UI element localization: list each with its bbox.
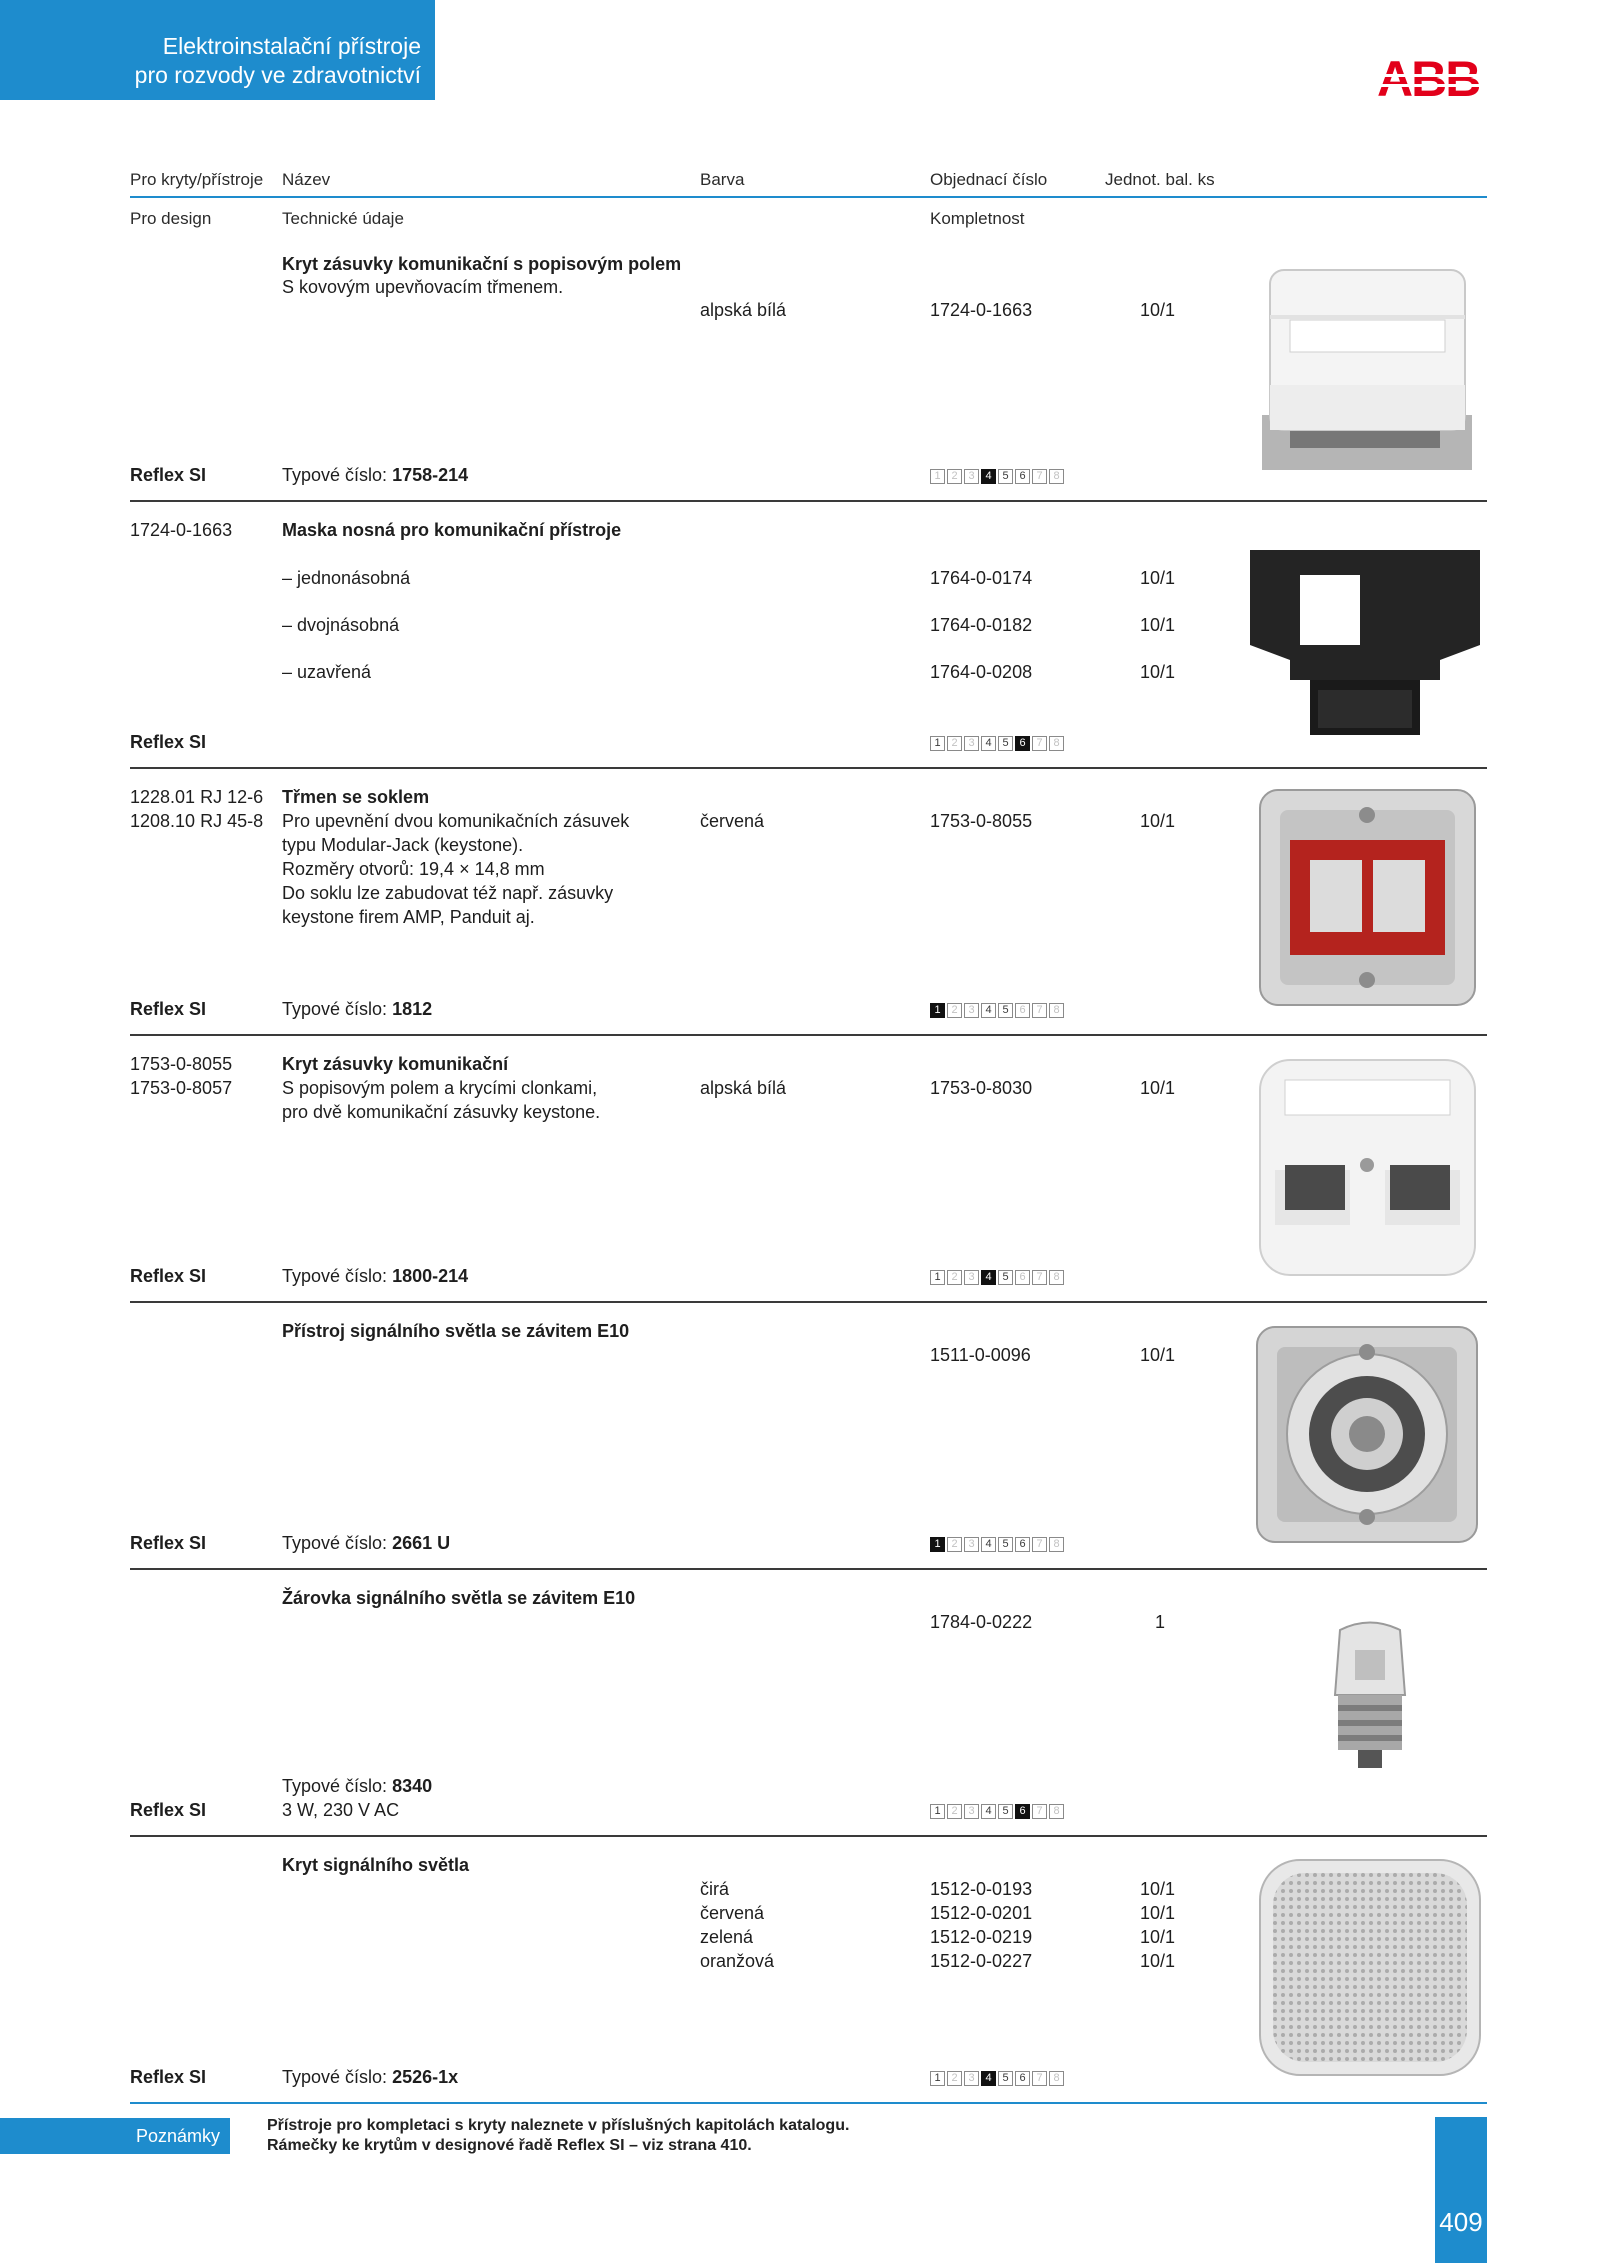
scale-cell-1: 1 xyxy=(930,1537,945,1552)
for-product: 1724-0-1663 xyxy=(130,520,233,540)
order-number: 1764-0-0208 xyxy=(930,662,1033,682)
product-color: červená xyxy=(700,811,765,831)
for-product: 1753-0-8057 xyxy=(130,1078,233,1098)
order-number: 1724-0-1663 xyxy=(930,300,1033,320)
scale-cell-7: 7 xyxy=(1032,1537,1047,1552)
chapter-title-line2: pro rozvody ve zdravotnictví xyxy=(134,62,421,88)
scale-cell-6: 6 xyxy=(1015,2071,1030,2086)
scale-cell-4: 4 xyxy=(981,1804,996,1819)
electrical-rating: 3 W, 230 V AC xyxy=(282,1800,400,1820)
product-title: Žárovka signálního světla se závitem E10 xyxy=(282,1588,636,1608)
scale-cell-7: 7 xyxy=(1032,1804,1047,1819)
pack-unit: 10/1 xyxy=(1140,1078,1176,1098)
order-number: 1511-0-0096 xyxy=(930,1345,1031,1365)
scale-cell-5: 5 xyxy=(998,1003,1013,1018)
section-divider xyxy=(130,1034,1487,1036)
scale-cell-1: 1 xyxy=(930,2071,945,2086)
communication-socket-cover-icon xyxy=(1250,255,1485,475)
order-number: 1753-0-8055 xyxy=(930,811,1033,831)
scale-cell-6: 6 xyxy=(1015,1270,1030,1285)
page-number: 409 xyxy=(1435,2117,1487,2263)
scale-cell-7: 7 xyxy=(1032,2071,1047,2086)
pack-unit: 10/1 xyxy=(1140,300,1176,320)
type-label: Typové číslo: xyxy=(282,1533,388,1553)
scale-cell-6: 6 xyxy=(1015,1537,1030,1552)
scale-cell-5: 5 xyxy=(998,2071,1013,2086)
scale-cell-8: 8 xyxy=(1049,1537,1064,1552)
design-name: Reflex SI xyxy=(130,999,207,1019)
notes-line-2: Rámečky ke krytům v designové řadě Reflex SI – viz strana 410. xyxy=(267,2137,752,2154)
scale-cell-8: 8 xyxy=(1049,2071,1064,2086)
variant-name: – dvojnásobná xyxy=(282,615,400,635)
scale-cell-7: 7 xyxy=(1032,1003,1047,1018)
design-name: Reflex SI xyxy=(130,1800,207,1820)
scale-cell-3: 3 xyxy=(964,1003,979,1018)
product-title: Kryt zásuvky komunikační s popisovým polem xyxy=(282,254,682,274)
scale-cell-2: 2 xyxy=(947,1537,962,1552)
completeness-scale xyxy=(930,1537,1066,1552)
scale-cell-8: 8 xyxy=(1049,1270,1064,1285)
completeness-scale xyxy=(930,1804,1066,1819)
type-number: 1800-214 xyxy=(392,1266,469,1286)
light-bulb-icon xyxy=(1320,1620,1420,1780)
order-number: 1764-0-0174 xyxy=(930,568,1033,588)
type-label: Typové číslo: xyxy=(282,465,388,485)
product-desc: typu Modular-Jack (keystone). xyxy=(282,835,524,855)
product-desc: S kovovým upevňovacím třmenem. xyxy=(282,277,564,297)
scale-cell-3: 3 xyxy=(964,2071,979,2086)
support-mask-icon xyxy=(1240,530,1490,745)
scale-cell-5: 5 xyxy=(998,736,1013,751)
type-label: Typové číslo: xyxy=(282,1266,388,1286)
order-number: 1512-0-0227 xyxy=(930,1951,1033,1971)
for-product: 1228.01 RJ 12-6 xyxy=(130,787,264,807)
design-name: Reflex SI xyxy=(130,1266,207,1286)
for-product: 1208.10 RJ 45-8 xyxy=(130,811,264,831)
type-number: 1758-214 xyxy=(392,465,469,485)
design-name: Reflex SI xyxy=(130,465,207,485)
product-title: Přístroj signálního světla se závitem E10 xyxy=(282,1321,630,1341)
scale-cell-3: 3 xyxy=(964,1270,979,1285)
variant-name: – uzavřená xyxy=(282,662,372,682)
scale-cell-5: 5 xyxy=(998,1804,1013,1819)
scale-cell-2: 2 xyxy=(947,1270,962,1285)
product-title: Třmen se soklem xyxy=(282,787,430,807)
scale-cell-3: 3 xyxy=(964,1804,979,1819)
completeness-scale xyxy=(930,2071,1066,2086)
scale-cell-4: 4 xyxy=(981,736,996,751)
notes-label: Poznámky xyxy=(0,2118,230,2154)
pack-unit: 10/1 xyxy=(1140,1951,1176,1971)
scale-cell-2: 2 xyxy=(947,469,962,484)
order-number: 1512-0-0201 xyxy=(930,1903,1033,1923)
design-name: Reflex SI xyxy=(130,732,207,752)
product-title: Kryt signálního světla xyxy=(282,1855,470,1875)
scale-cell-6: 6 xyxy=(1015,1804,1030,1819)
product-title: Kryt zásuvky komunikační xyxy=(282,1054,509,1074)
scale-cell-8: 8 xyxy=(1049,1804,1064,1819)
type-label: Typové číslo: xyxy=(282,999,388,1019)
signal-light-device-icon xyxy=(1252,1322,1482,1547)
completeness-scale xyxy=(930,1270,1066,1285)
col-order-number: Objednací číslo xyxy=(930,170,1048,189)
pack-unit: 10/1 xyxy=(1140,811,1176,831)
scale-cell-8: 8 xyxy=(1049,469,1064,484)
pack-unit: 10/1 xyxy=(1140,662,1176,682)
chapter-title-line1: Elektroinstalační přístroje xyxy=(162,33,421,59)
chapter-title-box xyxy=(0,0,435,100)
for-product: 1753-0-8055 xyxy=(130,1054,233,1074)
col-technical-data: Technické údaje xyxy=(282,209,404,228)
scale-cell-2: 2 xyxy=(947,1003,962,1018)
abb-logo xyxy=(1375,52,1487,102)
order-number: 1753-0-8030 xyxy=(930,1078,1033,1098)
scale-cell-5: 5 xyxy=(998,1537,1013,1552)
section-divider xyxy=(130,767,1487,769)
scale-cell-1: 1 xyxy=(930,1804,945,1819)
pack-unit: 10/1 xyxy=(1140,1903,1176,1923)
scale-cell-1: 1 xyxy=(930,469,945,484)
type-number: 2661 U xyxy=(392,1533,451,1553)
product-desc: Rozměry otvorů: 19,4 × 14,8 mm xyxy=(282,859,545,879)
scale-cell-7: 7 xyxy=(1032,469,1047,484)
section-divider xyxy=(130,1835,1487,1837)
signal-light-cover-icon xyxy=(1255,1855,1485,2080)
scale-cell-3: 3 xyxy=(964,736,979,751)
product-desc: S popisovým polem a krycími clonkami, xyxy=(282,1078,598,1098)
product-desc: keystone firem AMP, Panduit aj. xyxy=(282,907,535,927)
order-number: 1512-0-0219 xyxy=(930,1927,1033,1947)
pack-unit: 1 xyxy=(1155,1612,1166,1632)
scale-cell-2: 2 xyxy=(947,736,962,751)
product-desc: Do soklu lze zabudovat též např. zásuvky xyxy=(282,883,614,903)
scale-cell-1: 1 xyxy=(930,736,945,751)
design-name: Reflex SI xyxy=(130,2067,207,2087)
notes-line-1: Přístroje pro kompletaci s kryty naleznete v příslušných kapitolách katalogu. xyxy=(267,2117,850,2134)
product-title: Maska nosná pro komunikační přístroje xyxy=(282,520,622,540)
type-number: 1812 xyxy=(392,999,433,1019)
variant-color: čirá xyxy=(700,1879,730,1899)
scale-cell-7: 7 xyxy=(1032,736,1047,751)
header-divider xyxy=(130,196,1487,198)
pack-unit: 10/1 xyxy=(1140,568,1176,588)
section-divider xyxy=(130,1301,1487,1303)
type-number: 8340 xyxy=(392,1776,433,1796)
col-for-covers: Pro kryty/přístroje xyxy=(130,170,264,189)
col-name: Název xyxy=(282,170,331,189)
pack-unit: 10/1 xyxy=(1140,1927,1176,1947)
col-color: Barva xyxy=(700,170,745,189)
variant-color: zelená xyxy=(700,1927,754,1947)
type-number: 2526-1x xyxy=(392,2067,459,2087)
scale-cell-3: 3 xyxy=(964,469,979,484)
scale-cell-1: 1 xyxy=(930,1003,945,1018)
footer-divider xyxy=(130,2102,1487,2104)
scale-cell-6: 6 xyxy=(1015,1003,1030,1018)
scale-cell-8: 8 xyxy=(1049,736,1064,751)
dual-socket-cover-icon xyxy=(1255,1055,1480,1280)
scale-cell-2: 2 xyxy=(947,2071,962,2086)
scale-cell-4: 4 xyxy=(981,2071,996,2086)
scale-cell-3: 3 xyxy=(964,1537,979,1552)
type-label: Typové číslo: xyxy=(282,1776,388,1796)
variant-name: – jednonásobná xyxy=(282,568,411,588)
order-number: 1764-0-0182 xyxy=(930,615,1033,635)
section-divider xyxy=(130,500,1487,502)
scale-cell-4: 4 xyxy=(981,469,996,484)
scale-cell-5: 5 xyxy=(998,469,1013,484)
design-name: Reflex SI xyxy=(130,1533,207,1553)
scale-cell-2: 2 xyxy=(947,1804,962,1819)
scale-cell-5: 5 xyxy=(998,1270,1013,1285)
keystone-bracket-icon xyxy=(1255,785,1480,1010)
completeness-scale xyxy=(930,736,1066,751)
scale-cell-4: 4 xyxy=(981,1537,996,1552)
completeness-scale xyxy=(930,1003,1066,1018)
scale-cell-4: 4 xyxy=(981,1003,996,1018)
order-number: 1512-0-0193 xyxy=(930,1879,1033,1899)
col-pack-unit: Jednot. bal. ks xyxy=(1105,170,1215,189)
scale-cell-4: 4 xyxy=(981,1270,996,1285)
product-color: alpská bílá xyxy=(700,1078,787,1098)
product-desc: pro dvě komunikační zásuvky keystone. xyxy=(282,1102,601,1122)
product-desc: Pro upevnění dvou komunikačních zásuvek xyxy=(282,811,630,831)
pack-unit: 10/1 xyxy=(1140,1879,1176,1899)
completeness-scale xyxy=(930,469,1066,484)
scale-cell-1: 1 xyxy=(930,1270,945,1285)
product-color: alpská bílá xyxy=(700,300,787,320)
variant-color: červená xyxy=(700,1903,765,1923)
order-number: 1784-0-0222 xyxy=(930,1612,1033,1632)
pack-unit: 10/1 xyxy=(1140,1345,1176,1365)
section-divider xyxy=(130,1568,1487,1570)
pack-unit: 10/1 xyxy=(1140,615,1176,635)
scale-cell-7: 7 xyxy=(1032,1270,1047,1285)
scale-cell-6: 6 xyxy=(1015,469,1030,484)
col-design: Pro design xyxy=(130,209,212,228)
col-completeness: Kompletnost xyxy=(930,209,1025,228)
type-label: Typové číslo: xyxy=(282,2067,388,2087)
scale-cell-8: 8 xyxy=(1049,1003,1064,1018)
scale-cell-6: 6 xyxy=(1015,736,1030,751)
variant-color: oranžová xyxy=(700,1951,775,1971)
